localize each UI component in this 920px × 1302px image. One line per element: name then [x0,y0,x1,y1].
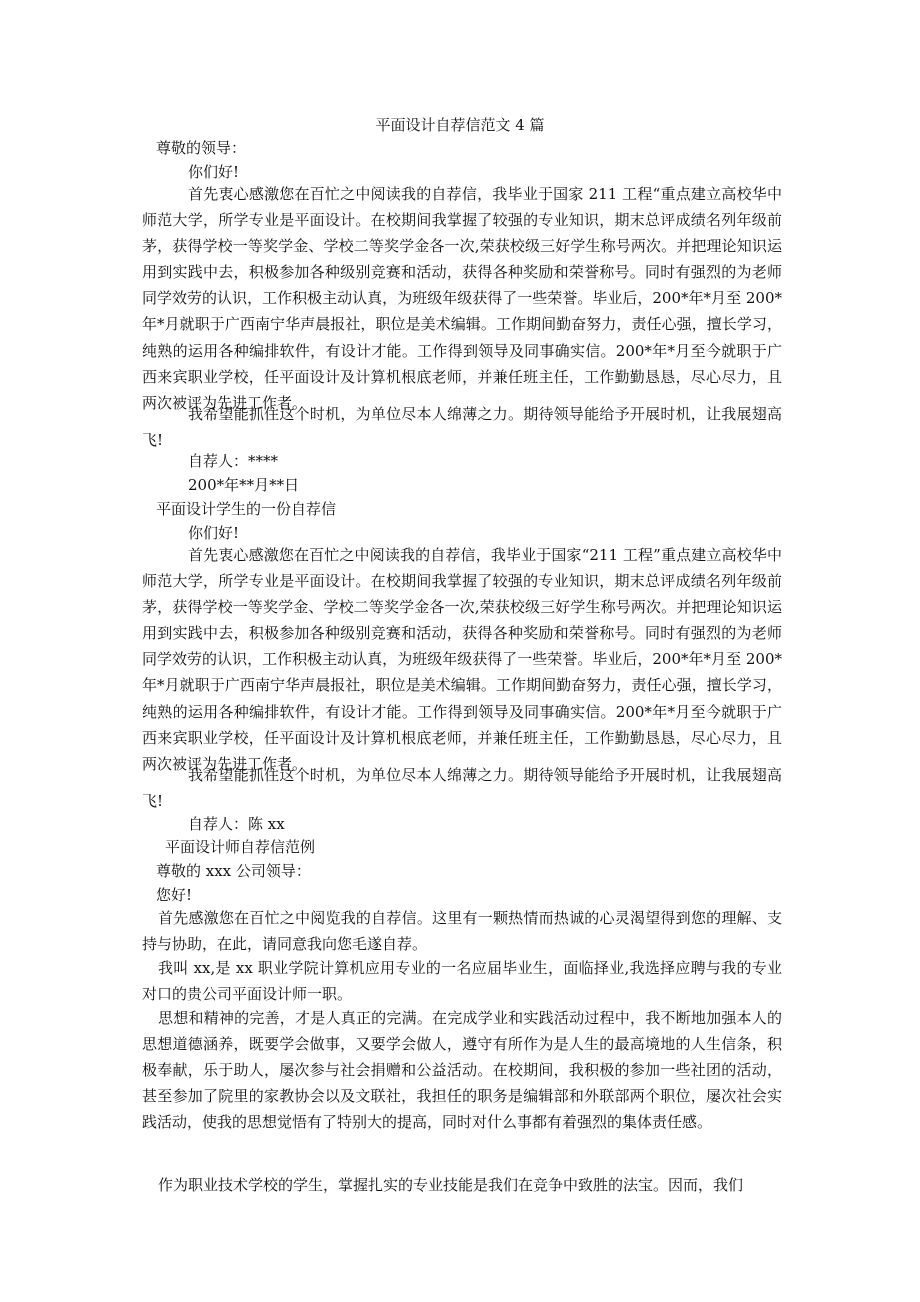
document-title: 平面设计自荐信范文 4 篇 [375,116,545,134]
letter2-heading: 平面设计学生的一份自荐信 [156,500,337,518]
letter1-signature: 自荐人：**** [188,452,279,470]
letter2-closing: 我希望能抓住这个时机，为单位尽本人绵薄之力。期待领导能给予开展时机，让我展翅高飞! [142,766,782,811]
letter2-signature: 自荐人：陈 xx [188,815,285,833]
letter2-greeting: 你们好! [188,524,240,542]
letter3-greeting: 您好! [156,886,193,904]
letter1-body: 首先衷心感激您在百忙之中阅读我的自荐信，我毕业于国家 211 工程“重点建立高校华中师范大学，所学专业是平面设计。在校期间我掌握了较强的专业知识，期末总评成绩名列年级前茅，获得学校一等奖学金、学校二等奖学金各一次,荣获校级三好学生称号两次。并把理论知识运用到实践中去，积极参加各种级别竞赛和活动，获得各种奖励和荣誉称号。同时有强烈的为老师同学效劳的认识，工作积极主动认真，为班级年级获得了一些荣誉。毕业后，200*年*月至 200*年*月就职于广西南宁华声晨报社，职位是美术编辑。工作期间勤奋努力，责任心强，擅长学习，纯熟的运用各种编排软件，有设计才能。工作得到领导及同事确实信。200*年*月至今就职于广西来宾职业学校，任平面设计及计算机根底老师，并兼任班主任，工作勤勤恳恳，尽心尽力，且两次被评为先进工作者。 [142,185,782,412]
letter2-body: 首先衷心感激您在百忙之中阅读我的自荐信，我毕业于国家“211 工程”重点建立高校华中师范大学，所学专业是平面设计。在校期间我掌握了较强的专业知识，期末总评成绩名列年级前茅，获得学校一等奖学金、学校二等奖学金各一次,荣获校级三好学生称号两次。并把理论知识运用到实践中去，积极参加各种级别竞赛和活动，获得各种奖励和荣誉称号。同时有强烈的为老师同学效劳的认识，工作积极主动认真，为班级年级获得了一些荣誉。毕业后，200*年*月至 200*年*月就职于广西南宁华声晨报社，职位是美术编辑。工作期间勤奋努力，责任心强，擅长学习，纯熟的运用各种编排软件，有设计才能。工作得到领导及同事确实信。200*年*月至今就职于广西来宾职业学校，任平面设计及计算机根底老师，并兼任班主任，工作勤勤恳恳，尽心尽力，且两次被评为先进工作者。 [142,546,782,773]
letter3-paragraph-4: 作为职业技术学校的学生，掌握扎实的专业技能是我们在竞争中致胜的法宝。因而，我们 [158,1176,744,1194]
letter1-date: 200*年**月**日 [188,476,300,494]
letter3-paragraph-2: 我叫 xx,是 xx 职业学院计算机应用专业的一名应届毕业生，面临择业,我选择应聘与我的专业对口的贵公司平面设计师一职。 [142,959,782,1004]
letter1-greeting: 你们好! [188,163,240,181]
letter3-paragraph-1: 首先感激您在百忙之中阅览我的自荐信。这里有一颗热情而热诚的心灵渴望得到您的理解、支持与协助，在此，请同意我向您毛遂自荐。 [142,909,782,954]
letter1-closing: 我希望能抓住这个时机，为单位尽本人绵薄之力。期待领导能给予开展时机，让我展翅高飞! [142,405,782,450]
letter1-salutation: 尊敬的领导： [156,139,247,157]
letter3-heading: 平面设计师自荐信范例 [165,838,316,856]
letter3-paragraph-3: 思想和精神的完善，才是人真正的完满。在完成学业和实践活动过程中，我不断地加强本人的思想道德涵养，既要学会做事，又要学会做人，遵守有所作为是人生的最高境地的人生信条，积极奉献，乐于助人，屡次参与社会捐赠和公益活动。在校期间，我积极的参加一些社团的活动，甚至参加了院里的家教协会以及文联社，我担任的职务是编辑部和外联部两个职位，屡次社会实践活动，使我的思想觉悟有了特别大的提高，同时对什么事都有着强烈的集体责任感。 [142,1009,782,1132]
letter3-salutation: 尊敬的 xxx 公司领导： [156,862,311,880]
